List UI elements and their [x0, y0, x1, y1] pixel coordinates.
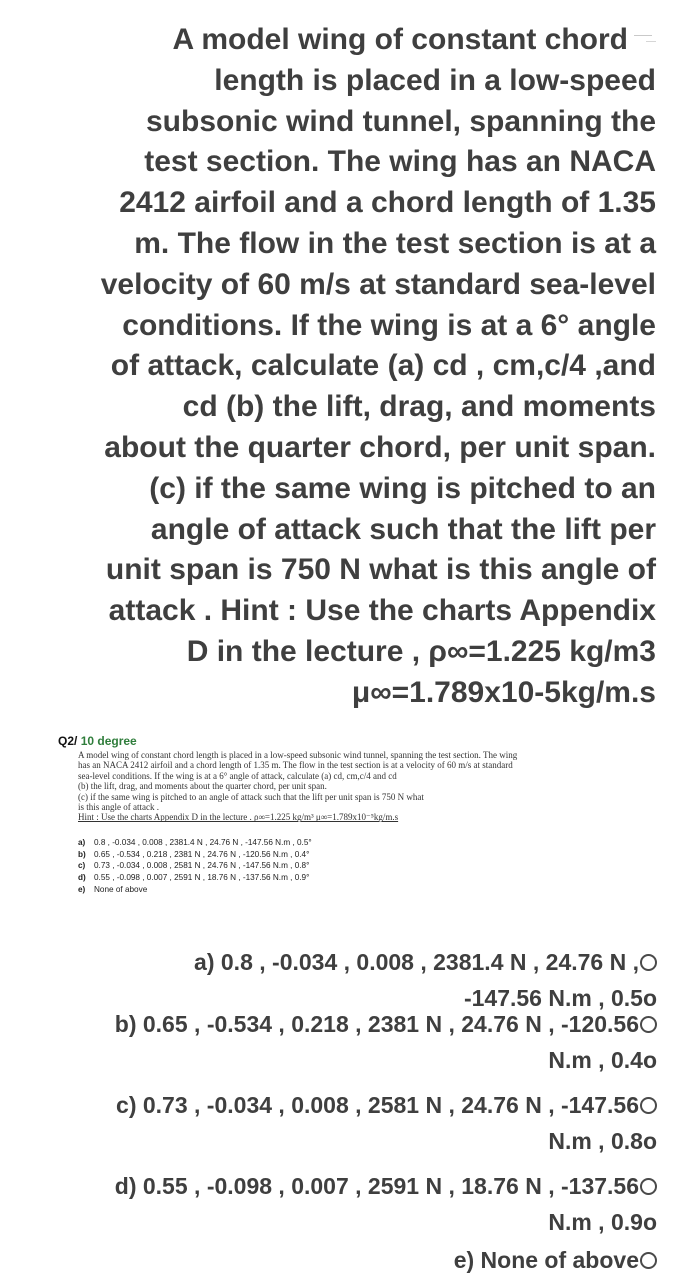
- option-c-line2: N.m , 0.8o: [548, 1128, 657, 1154]
- question-number: Q2/: [58, 734, 78, 748]
- question-line: D in the lecture , ρ∞=1.225 kg/m3: [186, 634, 656, 668]
- question-line: μ∞=1.789x10-5kg/m.s: [351, 675, 656, 709]
- faded-mark-icon: [628, 31, 656, 51]
- scan-option-text: 0.8 , -0.034 , 0.008 , 2381.4 N , 24.76 N , -147.56 N.m , 0.5°: [94, 837, 312, 847]
- scan-option-tag: a): [78, 837, 86, 847]
- scan-option: [78, 837, 658, 849]
- scan-option: [78, 872, 658, 884]
- scan-option-tag: b): [78, 849, 86, 859]
- question-line: test section. The wing has an NACA: [144, 145, 656, 179]
- option-a-line2: -147.56 N.m , 0.5o: [463, 985, 657, 1011]
- scan-option-text: None of above: [94, 885, 148, 895]
- option-e-line1: e) None of above: [454, 1242, 657, 1278]
- question-line: unit span is 750 N what is this angle of: [105, 553, 656, 587]
- question-line: conditions. If the wing is at a 6° angle: [122, 308, 656, 342]
- question-line: m. The flow in the test section is at a: [134, 226, 656, 260]
- question-line: 2412 airfoil and a chord length of 1.35: [119, 186, 656, 220]
- option-b[interactable]: [115, 1006, 657, 1078]
- scan-option-text: 0.55 , -0.098 , 0.007 , 2591 N , 18.76 N , -137.56 N.m , 0.9°: [94, 873, 310, 883]
- question-line: cd (b) the lift, drag, and moments: [182, 390, 656, 424]
- question-line: (c) if the same wing is pitched to an: [149, 471, 656, 505]
- question-weight: 10 degree: [80, 734, 137, 748]
- scan-option-text: 0.65 , -0.534 , 0.218 , 2381 N , 24.76 N , -120.56 N.m , 0.4°: [94, 849, 310, 859]
- question-line: attack . Hint : Use the charts Appendix: [108, 594, 656, 628]
- question-text: [20, 20, 656, 714]
- scan-header: [58, 734, 658, 748]
- option-a-line1: a) 0.8 , -0.034 , 0.008 , 2381.4 N , 24.76 N ,: [194, 944, 657, 980]
- question-line: length is placed in a low-speed: [214, 63, 656, 97]
- radio-d-icon[interactable]: [640, 1178, 657, 1195]
- scan-options: [78, 837, 658, 896]
- option-b-line2: N.m , 0.4o: [548, 1047, 657, 1073]
- radio-e-icon[interactable]: [640, 1252, 657, 1269]
- option-e[interactable]: [454, 1242, 657, 1278]
- option-c-line1: c) 0.73 , -0.034 , 0.008 , 2581 N , 24.76 N , -147.56: [116, 1087, 657, 1123]
- scan-hint: Hint : Use the charts Appendix D in the lecture . ρ∞=1.225 kg/m³ μ∞=1.789x10⁻⁵kg/m.s: [78, 812, 399, 823]
- question-line: subsonic wind tunnel, spanning the: [146, 104, 656, 138]
- scan-option: [78, 884, 658, 896]
- scan-line: has an NACA 2412 airfoil and a chord length of 1.35 m. The flow in the test section is at a velocity of 60 m/s at standard: [78, 760, 513, 771]
- scanned-question-image: [58, 734, 658, 934]
- scan-option-text: 0.73 , -0.034 , 0.008 , 2581 N , 24.76 N , -147.56 N.m , 0.8°: [94, 861, 310, 871]
- scan-option: [78, 849, 658, 861]
- scan-line: A model wing of constant chord length is placed in a low-speed subsonic wind tunnel, spanning the test section. The wing: [78, 750, 518, 760]
- scan-line: (b) the lift, drag, and moments about the quarter chord, per unit span.: [78, 781, 327, 792]
- option-d-line2: N.m , 0.9o: [548, 1209, 657, 1235]
- question-line: velocity of 60 m/s at standard sea-level: [100, 267, 656, 301]
- radio-a-icon[interactable]: [640, 954, 657, 971]
- radio-b-icon[interactable]: [640, 1016, 657, 1033]
- question-line: A model wing of constant chord: [20, 20, 656, 61]
- question-line: about the quarter chord, per unit span.: [104, 430, 656, 464]
- question-line: angle of attack such that the lift per: [150, 512, 656, 546]
- scan-line: sea-level conditions. If the wing is at a 6° angle of attack, calculate (a) cd, cm,c/4 and cd: [78, 770, 397, 781]
- option-d-line1: d) 0.55 , -0.098 , 0.007 , 2591 N , 18.76 N , -137.56: [115, 1168, 657, 1204]
- scan-line: is this angle of attack .: [78, 802, 159, 813]
- option-b-line1: b) 0.65 , -0.534 , 0.218 , 2381 N , 24.76 N , -120.56: [115, 1006, 657, 1042]
- scan-line: (c) if the same wing is pitched to an angle of attack such that the lift per unit span is 750 N what: [78, 791, 424, 802]
- scan-option: [78, 860, 658, 872]
- option-c[interactable]: [116, 1087, 657, 1159]
- scan-option-tag: d): [78, 873, 86, 883]
- radio-c-icon[interactable]: [640, 1097, 657, 1114]
- option-d[interactable]: [115, 1168, 657, 1240]
- scan-option-tag: e): [78, 885, 86, 895]
- scan-body: [78, 750, 658, 823]
- question-line: of attack, calculate (a) cd , cm,c/4 ,and: [110, 349, 656, 383]
- scan-option-tag: c): [78, 861, 86, 871]
